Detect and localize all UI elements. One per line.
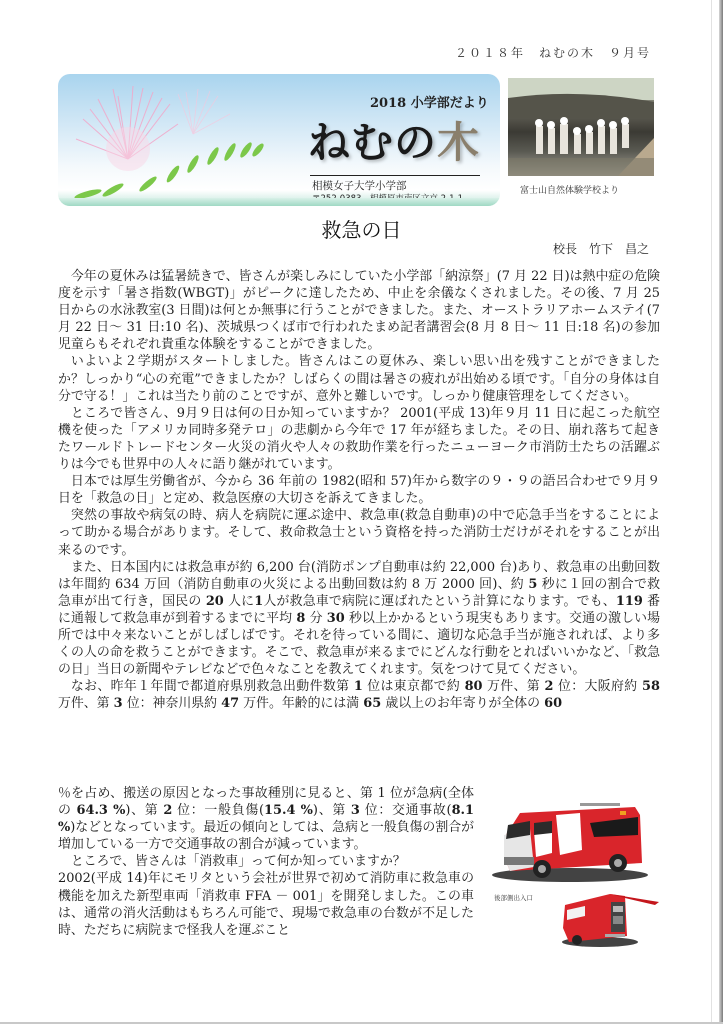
text-run: 位：一般負傷( — [177, 803, 265, 819]
text-run: 万件。年齢的には満 — [243, 696, 360, 712]
text-run: )などとなっています。最近の傾向としては、急病と一般負傷の割合が増加している一方で交通事故の割合が減っています。 — [58, 820, 474, 853]
bold-figure: 1 — [353, 679, 363, 695]
bold-figure: 5 — [528, 576, 538, 592]
fire-ambulance-rear-icon — [555, 880, 660, 950]
newsletter-title — [308, 110, 480, 170]
paragraph-accident-types — [58, 785, 474, 853]
article-body — [58, 268, 660, 712]
bold-figure: 65 — [363, 696, 382, 712]
article-title: 救急の日 — [321, 218, 402, 242]
bold-figure: 47 — [221, 696, 240, 712]
mimosa-flower-icon — [58, 74, 298, 206]
text-run: 位：大阪府約 — [557, 679, 638, 695]
bold-figure: 15.4 % — [264, 803, 313, 819]
banner-divider — [310, 175, 480, 176]
text-run: 人に — [228, 593, 255, 609]
fire-ambulance-truck-icon — [490, 795, 650, 885]
article-body-narrow — [58, 785, 474, 939]
newsletter-banner — [58, 74, 500, 206]
bold-figure: 2 — [163, 803, 173, 819]
bold-figure: 58 — [642, 679, 660, 695]
bold-figure: 80 — [464, 679, 483, 695]
bold-figure: 64.3 % — [76, 803, 126, 819]
text-run: なお、昨年１年間で都道府県別救急出動件数第 — [70, 679, 350, 695]
issue-line: ２０１８年 ねむの木 ９月号 — [454, 46, 651, 60]
text-run: ％を占め、搬送の原因となった事故種別に見ると、第 1 位が急病(全体の — [58, 786, 474, 819]
bold-figure: 119 — [615, 593, 643, 609]
bold-figure: 3 — [113, 696, 123, 712]
text-run: )、第 — [125, 803, 159, 819]
article-byline: 校長 竹下 昌之 — [552, 242, 649, 256]
paragraph-prefecture-stats — [58, 678, 660, 712]
text-run: 万件、第 — [487, 679, 541, 695]
text-run: 歳以上のお年寄りが全体の — [385, 696, 541, 712]
text-run: 秒に１回の割合で救急車が出て行き，国民の — [58, 576, 661, 609]
paragraph: ところで、皆さんは「消救車」って何か知っていますか？ — [70, 854, 406, 870]
bold-figure: 2 — [544, 679, 554, 695]
scan-edge-line — [711, 0, 712, 1024]
text-run: )、第 — [312, 803, 346, 819]
banner-subtitle: 2018 小学部だより — [370, 96, 489, 111]
vehicle-caption: 後部側出入口 — [494, 894, 533, 902]
paragraph: 2002(平成 14)年にモリタという会社が世界で初めて消防車に救急車の機能を加えた新型車両「消救車 FFA － 001」を開発しました。この車は、通常の消火活動はもちろん可能で、現場で救急車の台数が不足した時、ただちに病院まで怪我人を運ぶこと — [58, 871, 474, 938]
banner-bottom-stripe — [58, 198, 500, 206]
text-run: また、日本国内には救急車が約 6,200 台(消防ポンプ自動車は約 22,000 台)あり、救急車の出動回数は年間約 634 万回（消防自動車の火災による出動回数は約 8 万 2000 回)、約 — [58, 559, 660, 592]
title-main: ねむの — [308, 118, 438, 167]
scan-edge — [719, 0, 723, 1024]
text-run: 位：神奈川県約 — [126, 696, 217, 712]
title-accent: 木 — [437, 118, 481, 167]
school-name: 相模女子大学小学部 — [312, 180, 407, 192]
text-run: 番に通報して救急車が到着するまでに平均 — [58, 593, 661, 626]
bold-figure: 30 — [326, 610, 345, 626]
paragraph: いよいよ２学期がスタートしました。皆さんはこの夏休み、楽しい思い出を残すことができましたか？しっかり“心の充電”できましたか？しばらくの間は暑さの疲れが出始める頃です。「自分の身体は自分で守る！」これは当たり前のことですが、意外と難しいです。しっかり健康管理をしてください。 — [58, 354, 660, 404]
paragraph: 日本では厚生労働省が、今から 36 年前の 1982(昭和 57)年から数字の９・９の語呂合わせで９月９日を「救急の日」と定め、救急医療の大切さを訴えてきました。 — [58, 474, 660, 507]
paragraph-ambulance-stats — [58, 559, 660, 679]
photo-caption: 富士山自然体験学校より — [520, 186, 620, 196]
bold-figure: 8.1 % — [58, 803, 474, 836]
text-run: 位は東京都で約 — [367, 679, 461, 695]
group-photo-icon — [508, 78, 654, 176]
text-run: 人が救急車で病院に運ばれたという計算になります。でも、 — [263, 593, 616, 609]
text-run: 位：交通事故( — [364, 803, 452, 819]
bold-figure: 20 — [205, 593, 224, 609]
bold-figure: 60 — [544, 696, 563, 712]
bold-figure: 3 — [350, 803, 360, 819]
text-run: 分 — [309, 610, 323, 626]
bold-figure: 8 — [296, 610, 306, 626]
bold-figure: 1 — [254, 593, 264, 609]
paragraph: ところで皆さん、9月９日は何の日か知っていますか？ 2001(平成 13)年９月 11 日に起こった航空機を使った「アメリカ同時多発テロ」の悲劇から今年で 17 年が経ちました。その日、崩れ落ちて起きたワールドトレードセンター火災の消火や人々の救助作業を行ったニューヨーク市消防士たちの活躍ぶりは今でも世界中の人々に語り継がれています。 — [58, 405, 660, 473]
paragraph: 今年の夏休みは猛暑続きで、皆さんが楽しみにしていた小学部「納涼祭」(7 月 22 日)は熱中症の危険度を示す「暑さ指数(WBGT)」がピークに達したため、中止を余儀なくされました。その後、7 月 25 日からの水泳教室(3 日間)は何とか無事に行うことができました。また、オーストラリアホームステイ(7 月 22 日～ 31 日:10 名)、茨城県つくば市で行われたまめ記者講習会(8 月 8 日～ 11 日:18 名)の参加児童らもそれぞれ貴重な体験をすることができました。 — [58, 269, 660, 353]
text-run: 秒以上かかるという現実もあります。交通の激しい場所では中々来ないことがしばしばです。それを待っている間に、適切な応急手当が施されれば、より多くの人の命を救うことができます。そこで、救急車が来るまでにどんな行動をとればいいかなど、「救急の日」当日の新聞やテレビなどで色々なことを教えてくれます。気をつけて見てください。 — [58, 610, 660, 678]
text-run: 万件、第 — [58, 696, 110, 712]
paragraph: 突然の事故や病気の時、病人を病院に運ぶ途中、救急車(救急自動車)の中で応急手当をすることによって助かる場合があります。そして、救命救急士という資格を持った消防士だけがそれをすることが出来るのです。 — [58, 508, 660, 558]
